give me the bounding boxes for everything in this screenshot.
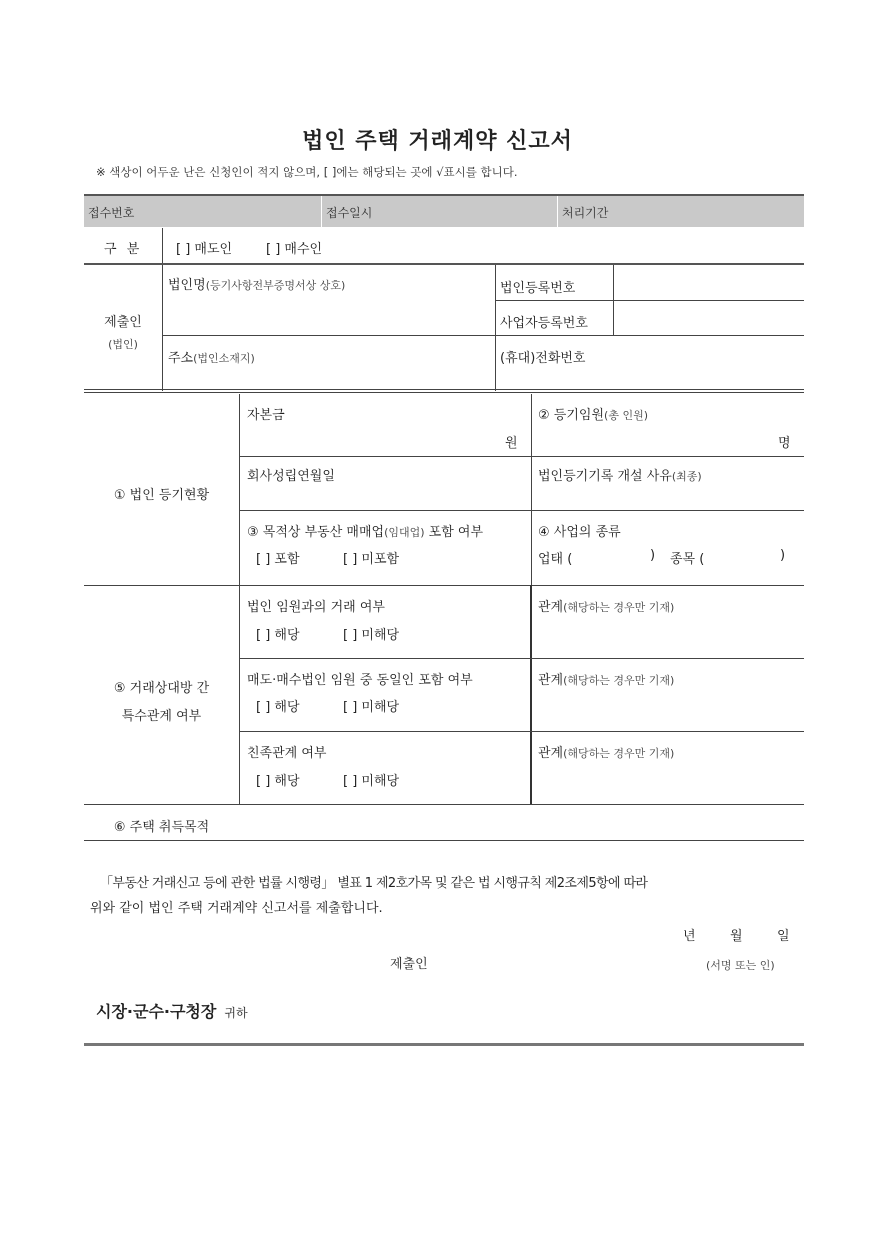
- divider: [321, 196, 322, 227]
- registration-label: ① 법인 등기현황: [113, 488, 210, 503]
- form-title: 법인 주택 거래계약 신고서: [302, 129, 573, 154]
- relation-question: 친족관계 여부: [247, 746, 327, 761]
- divider: [495, 300, 804, 301]
- reg-reason-note: (최종): [671, 470, 702, 483]
- submitter-label: 제출인: [104, 315, 142, 330]
- relation-question: 매도·매수법인 임원 중 동일인 포함 여부: [247, 673, 473, 688]
- address-text: 주소: [168, 351, 194, 366]
- relation-field: [538, 669, 674, 688]
- purpose-question-text: ③ 목적상 부동산 매매업: [247, 525, 385, 540]
- corp-reg-no-label: 법인등록번호: [500, 281, 576, 296]
- recipient: [96, 999, 248, 1022]
- include-checkbox[interactable]: [ ] 포함: [256, 552, 300, 567]
- signature-label: (서명 또는 인): [706, 959, 775, 972]
- address-label: [168, 347, 255, 366]
- officers-note: (총 인원): [604, 409, 648, 422]
- capital-label: 자본금: [247, 408, 285, 423]
- divider: [239, 658, 804, 659]
- relation-yes-checkbox[interactable]: [ ] 해당: [256, 774, 300, 789]
- divider: [531, 394, 532, 585]
- relation-question: 법인 임원과의 거래 여부: [247, 600, 385, 615]
- business-item-label: 종목 (: [670, 552, 705, 567]
- receipt-date-label: 접수일시: [326, 206, 373, 220]
- relation-yes-checkbox[interactable]: [ ] 해당: [256, 700, 300, 715]
- corp-name-text: 법인명: [168, 278, 206, 293]
- relation-field: [538, 596, 674, 615]
- divider: [84, 840, 804, 841]
- divider: [84, 804, 804, 805]
- relation-no-checkbox[interactable]: [ ] 미해당: [343, 628, 400, 643]
- relation-field-label: 관계: [538, 673, 564, 688]
- relation-field: [538, 742, 674, 761]
- acquisition-purpose-label: ⑥ 주택 취득목적: [113, 820, 210, 835]
- business-category-label: 업태 (: [538, 552, 573, 567]
- submitter-sublabel: (법인): [108, 338, 138, 351]
- buyer-checkbox[interactable]: [ ] 매수인: [266, 242, 323, 257]
- officers-unit: 명: [778, 436, 791, 451]
- divider: [239, 510, 804, 511]
- seller-checkbox[interactable]: [ ] 매도인: [176, 242, 233, 257]
- divider: [162, 265, 163, 391]
- receipt-number-label: 접수번호: [88, 206, 135, 220]
- declaration-line2: 위와 같이 법인 주택 거래계약 신고서를 제출합니다.: [90, 901, 383, 916]
- biz-reg-no-label: 사업자등록번호: [500, 316, 588, 331]
- processing-period-label: 처리기간: [562, 206, 609, 220]
- divider: [84, 263, 804, 265]
- recipient-name: 시장·군수·구청장: [96, 1002, 217, 1021]
- top-border: [84, 194, 804, 196]
- relation-no-checkbox[interactable]: [ ] 미해당: [343, 700, 400, 715]
- relation-label-line2: 특수관계 여부: [121, 709, 202, 724]
- year-label: 년: [683, 929, 696, 944]
- real-estate-purpose-question: [247, 521, 483, 540]
- divider: [162, 228, 163, 263]
- division-label: 구 분: [104, 242, 143, 257]
- founded-label: 회사성립연월일: [247, 469, 335, 484]
- divider: [84, 585, 804, 586]
- business-item-close: ): [780, 548, 786, 563]
- month-label: 월: [730, 929, 743, 944]
- corp-name-note: (등기사항전부증명서상 상호): [205, 279, 346, 292]
- recipient-suffix: 귀하: [224, 1006, 248, 1020]
- relation-yes-checkbox[interactable]: [ ] 해당: [256, 628, 300, 643]
- purpose-question-note: (임대업): [384, 526, 425, 539]
- relation-label-line1: ⑤ 거래상대방 간: [113, 681, 210, 696]
- divider: [557, 196, 558, 227]
- divider: [530, 585, 532, 804]
- officers-text: ② 등기임원: [538, 408, 605, 423]
- divider: [239, 456, 804, 457]
- relation-label: [84, 675, 239, 731]
- bottom-border: [84, 1043, 804, 1046]
- purpose-question-suffix: 포함 여부: [424, 525, 484, 540]
- divider: [162, 335, 804, 336]
- declaration-submitter-label: 제출인: [390, 957, 428, 972]
- capital-unit: 원: [505, 436, 518, 451]
- relation-field-label: 관계: [538, 746, 564, 761]
- divider: [495, 265, 496, 391]
- relation-field-note: (해당하는 경우만 기재): [563, 601, 675, 614]
- corp-name-label: [168, 274, 345, 293]
- exclude-checkbox[interactable]: [ ] 미포함: [343, 552, 400, 567]
- business-category-close: ): [650, 548, 656, 563]
- reg-reason-label: [538, 465, 702, 484]
- office-use-row: [84, 195, 804, 227]
- divider: [84, 389, 804, 390]
- relation-field-note: (해당하는 경우만 기재): [563, 747, 675, 760]
- phone-label: (휴대)전화번호: [500, 351, 586, 366]
- form-note: ※ 색상이 어두운 난은 신청인이 적지 않으며, [ ]에는 해당되는 곳에 √표시를 합니다.: [96, 165, 518, 179]
- officers-label: [538, 404, 648, 423]
- divider: [84, 392, 804, 393]
- divider: [239, 731, 804, 732]
- relation-field-note: (해당하는 경우만 기재): [563, 674, 675, 687]
- reg-reason-text: 법인등기기록 개설 사유: [538, 469, 672, 484]
- day-label: 일: [777, 929, 790, 944]
- declaration-line1: 「부동산 거래신고 등에 관한 법률 시행령」 별표 1 제2호가목 및 같은 법 시행규칙 제2조제5항에 따라: [100, 876, 648, 891]
- relation-field-label: 관계: [538, 600, 564, 615]
- business-type-label: ④ 사업의 종류: [538, 525, 621, 540]
- relation-no-checkbox[interactable]: [ ] 미해당: [343, 774, 400, 789]
- address-note: (법인소재지): [193, 352, 255, 365]
